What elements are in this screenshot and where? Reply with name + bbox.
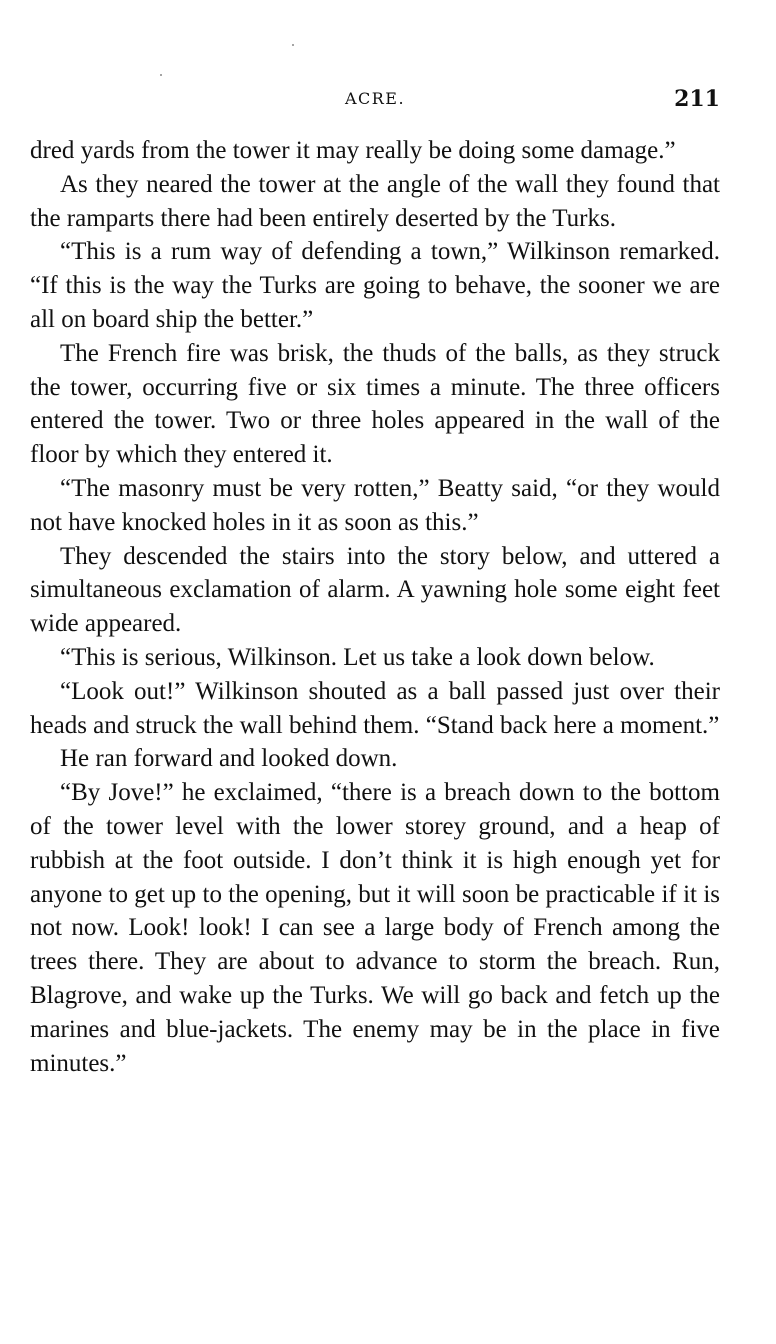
paragraph: dred yards from the tower it may really be doing some damage.” bbox=[30, 137, 676, 164]
paragraph: “By Jove!” he exclaimed, “there is a breach down to the bottom of the tower level with the lower storey ground, and a heap of rubbish at the foot outside. I don’t think it is high enough yet for anyone to get up to the opening, but it will soon be practicable if it is not now. Look! look! I can see a large body of French among the trees there. They are about to advance to storm the breach. Run, Blagrove, and wake up the Turks. We will go back and fetch up the marines and blue-jackets. The enemy may be in the place in five minutes.” bbox=[30, 779, 720, 1077]
page-number: 211 bbox=[674, 86, 720, 112]
page-header bbox=[30, 84, 720, 114]
body-text bbox=[30, 134, 720, 1080]
paragraph: “This is serious, Wilkinson. Let us take a look down below. bbox=[60, 643, 655, 671]
paragraph: The French fire was brisk, the thuds of the balls, as they struck the tower, occurring five or six times a minute. The three officers entered the tower. Two or three holes appeared in the wall of the floor by which they entered it. bbox=[30, 339, 720, 469]
paper-speck bbox=[292, 44, 294, 46]
paragraph: They descended the stairs into the story below, and uttered a simultaneous exclamation of alarm. A yawning hole some eight feet wide appeared. bbox=[30, 542, 720, 638]
paragraph: He ran forward and looked down. bbox=[60, 745, 398, 773]
paragraph: “This is a rum way of defending a town,” Wilkinson remarked. “If this is the way the Turks are going to behave, the sooner we are all on board ship the better.” bbox=[30, 238, 720, 333]
paper-speck bbox=[160, 74, 162, 76]
paragraph: As they neared the tower at the angle of the wall they found that the ramparts there had been entirely deserted by the Turks. bbox=[30, 170, 720, 232]
running-title: ACRE. bbox=[344, 89, 406, 108]
paragraph: “Look out!” Wilkinson shouted as a ball passed just over their heads and struck the wall behind them. “Stand back here a moment.” bbox=[30, 677, 720, 739]
paragraph: “The masonry must be very rotten,” Beatty said, “or they would not have knocked holes in it as soon as this.” bbox=[30, 474, 720, 536]
